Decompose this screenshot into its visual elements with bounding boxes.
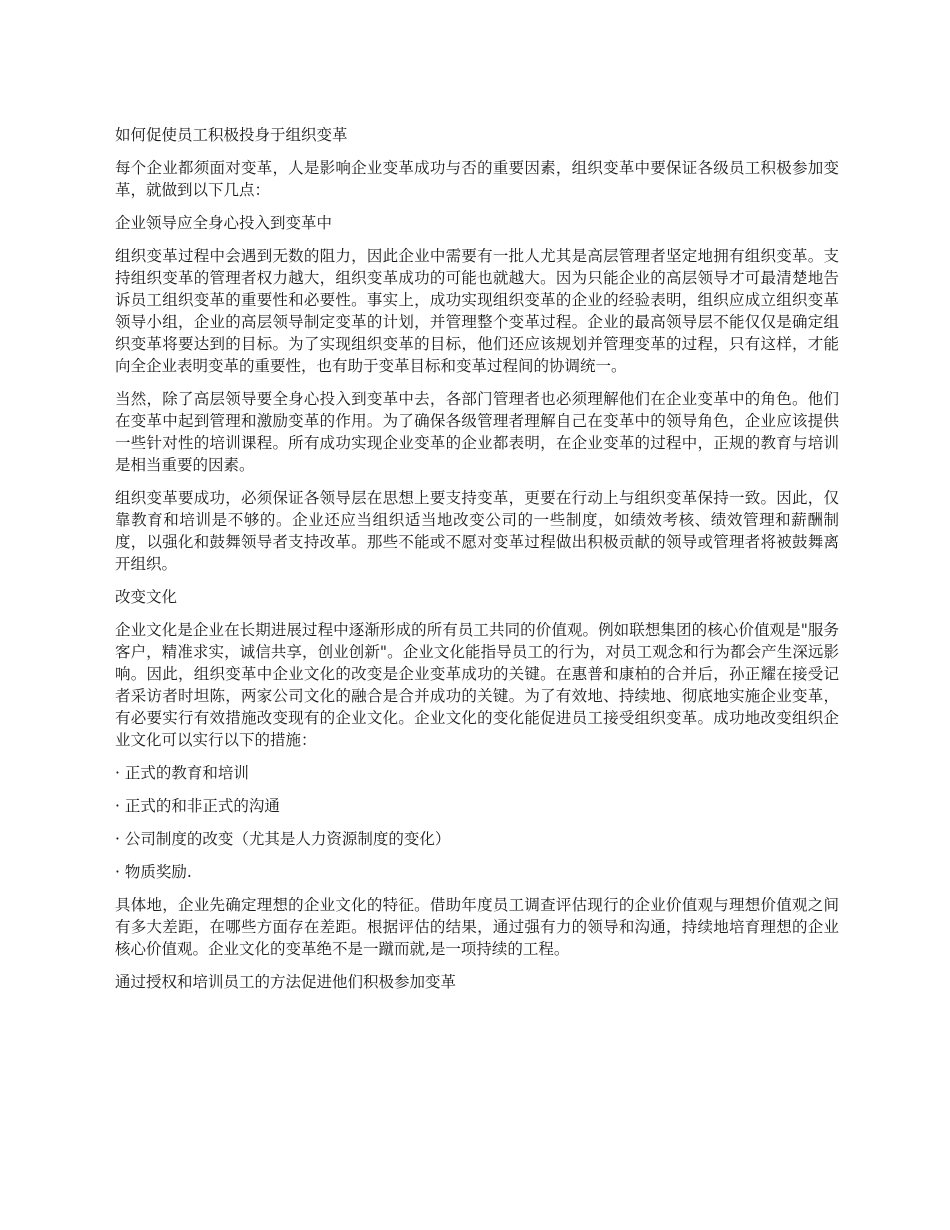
list-item: · 物质奖励. [115, 863, 192, 881]
intro-paragraph: 每个企业都须面对变革，人是影响企业变革成功与否的重要因素，组织变革中要保证各级员工积极参加变革，就做到以下几点： [115, 159, 839, 199]
paragraph: 当然，除了高层领导要全身心投入到变革中去，各部门管理者也必须理解他们在企业变革中的角色。他们在变革中起到管理和激励变革的作用。为了确保各级管理者理解自己在变革中的领导角色，企业应该提供一些针对性的培训课程。所有成功实现企业变革的企业都表明，在企业变革的过程中，正规的教育与培训是相当重要的因素。 [115, 390, 839, 474]
list-item: · 正式的和非正式的沟通 [115, 797, 280, 815]
paragraph: 具体地，企业先确定理想的企业文化的特征。借助年度员工调查评估现行的企业价值观与理想价值观之间有多大差距，在哪些方面存在差距。根据评估的结果，通过强有力的领导和沟通，持续地培育理想的企业核心价值观。企业文化的变革绝不是一蹴而就,是一项持续的工程。 [115, 896, 839, 958]
section-heading-leadership: 企业领导应全身心投入到变革中 [115, 214, 333, 232]
section-heading-empowerment: 通过授权和培训员工的方法促进他们积极参加变革 [115, 973, 457, 991]
paragraph: 组织变革过程中会遇到无数的阻力，因此企业中需要有一批人尤其是高层管理者坚定地拥有组织变革。支持组织变革的管理者权力越大，组织变革成功的可能也就越大。因为只能企业的高层领导才可最清楚地告诉员工组织变革的重要性和必要性。事实上，成功实现组织变革的企业的经验表明，组织应成立组织变革领导小组，企业的高层领导制定变革的计划，并管理整个变革过程。企业的最高领导层不能仅仅是确定组织变革将要达到的目标。为了实现组织变革的目标，他们还应该规划并管理变革的过程，只有这样，才能向全企业表明变革的重要性，也有助于变革目标和变革过程间的协调统一。 [115, 247, 839, 375]
paragraph: 组织变革要成功，必须保证各领导层在思想上要支持变革，更要在行动上与组织变革保持一致。因此，仅靠教育和培训是不够的。企业还应当组织适当地改变公司的一些制度，如绩效考核、绩效管理和薪酬制度，以强化和鼓舞领导者支持改革。那些不能或不愿对变革过程做出积极贡献的领导或管理者将被鼓舞离开组织。 [115, 489, 839, 573]
document-page [115, 124, 839, 1004]
document-title: 如何促使员工积极投身于组织变革 [115, 126, 348, 144]
paragraph: 企业文化是企业在长期进展过程中逐渐形成的所有员工共同的价值观。例如联想集团的核心价值观是"服务客户，精准求实，诚信共享，创业创新"。企业文化能指导员工的行为，对员工观念和行为都会产生深远影响。因此，组织变革中企业文化的改变是企业变革成功的关键。在惠普和康柏的合并后，孙正耀在接受记者采访者时坦陈，两家公司文化的融合是合并成功的关键。为了有效地、持续地、彻底地实施企业变革，有必要实行有效措施改变现有的企业文化。企业文化的变化能促进员工接受组织变革。成功地改变组织企业文化可以实行以下的措施： [115, 621, 839, 749]
section-heading-culture: 改变文化 [115, 588, 178, 606]
list-item: · 公司制度的改变（尤其是人力资源制度的变化） [115, 830, 451, 848]
list-item: · 正式的教育和培训 [115, 764, 249, 782]
